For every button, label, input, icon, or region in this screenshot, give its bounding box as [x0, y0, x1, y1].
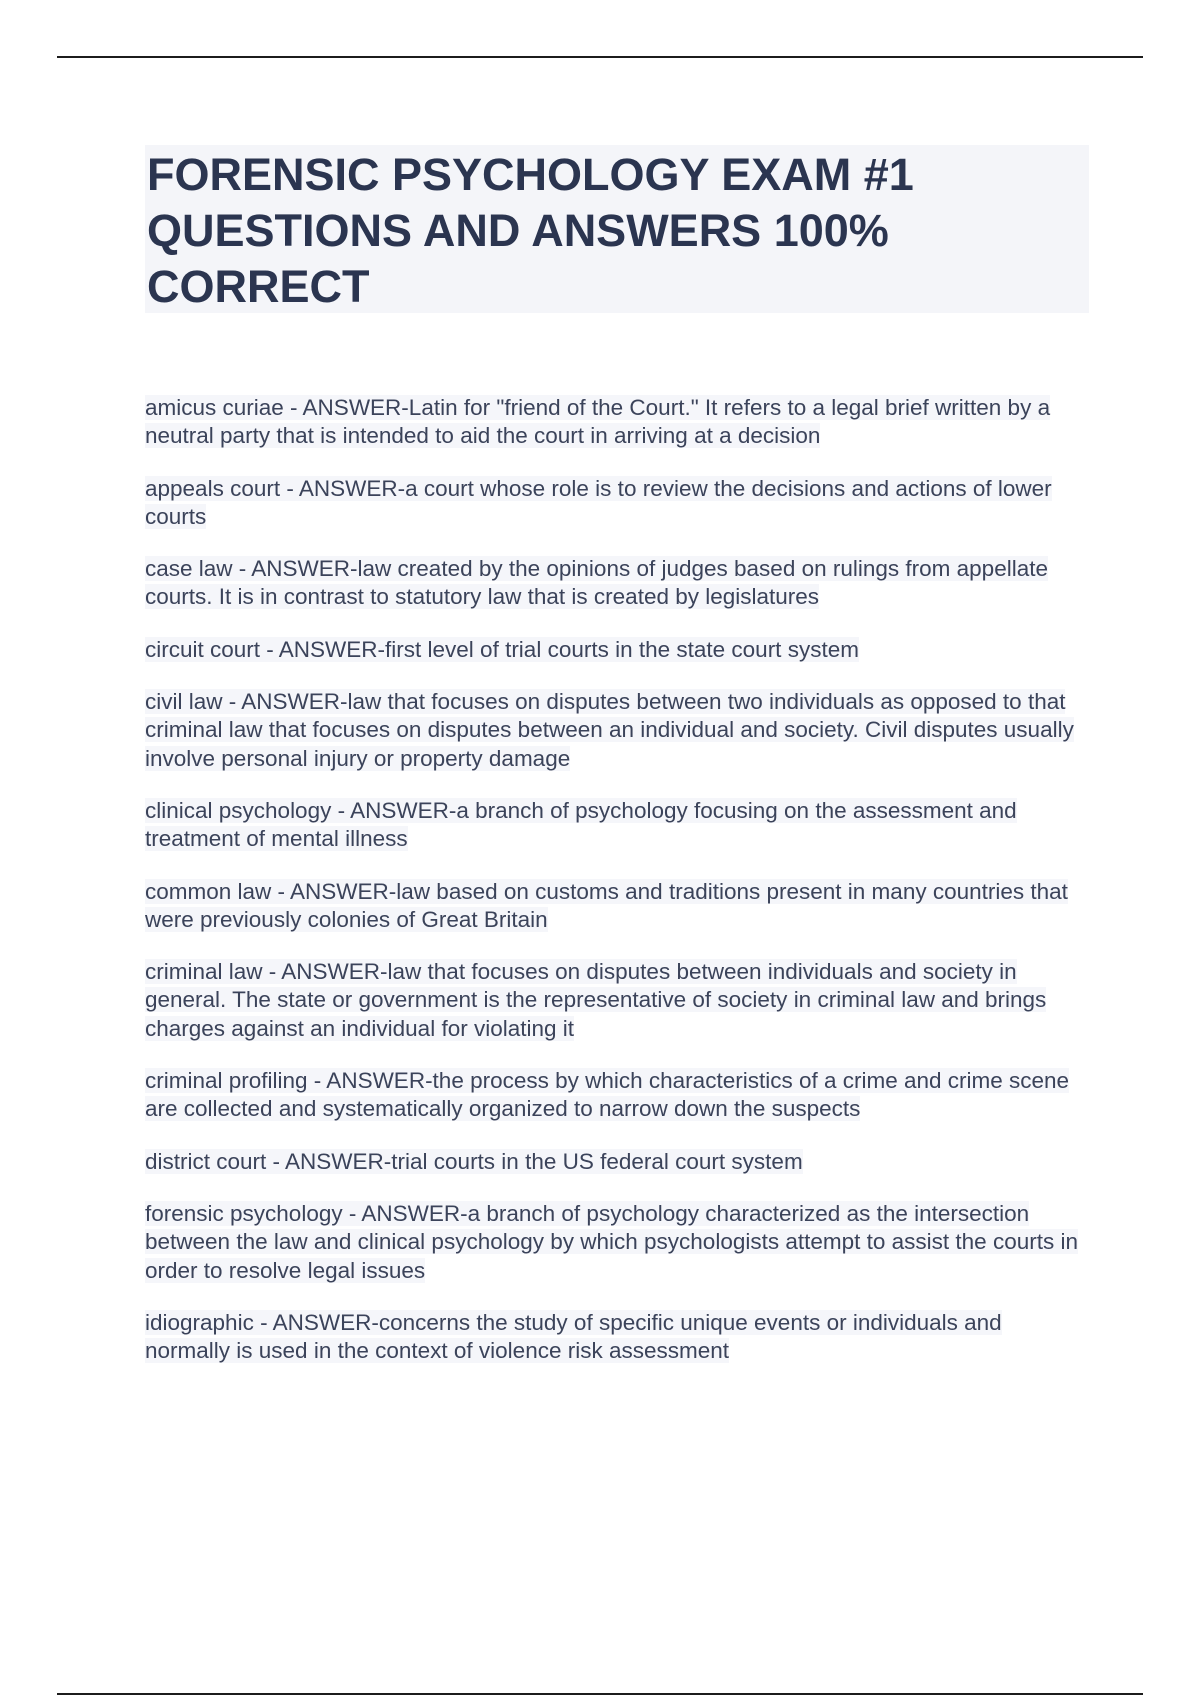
bottom-rule: [57, 1693, 1143, 1695]
qa-entry: [145, 475, 1089, 532]
qa-entry-text: criminal law - ANSWER-law that focuses on disputes between individuals and society in general. The state or government is the representative of society in criminal law and brings charges against an individual for violating it: [145, 959, 1047, 1041]
qa-entry-text: appeals court - ANSWER-a court whose role is to review the decisions and actions of lower courts: [145, 475, 1052, 529]
qa-entry: [145, 958, 1089, 1043]
qa-entry-text: clinical psychology - ANSWER-a branch of psychology focusing on the assessment and treatment of mental illness: [145, 797, 1017, 852]
document-title: FORENSIC PSYCHOLOGY EXAM #1 QUESTIONS AND ANSWERS 100% CORRECT: [147, 149, 914, 312]
title-block: [145, 145, 1089, 313]
qa-entry: [145, 555, 1089, 612]
qa-entry-text: amicus curiae - ANSWER-Latin for "friend of the Court." It refers to a legal brief written by a neutral party that is intended to aid the court in arriving at a decision: [145, 395, 1051, 449]
qa-entry: [145, 1148, 1089, 1176]
qa-entry: [145, 797, 1089, 854]
qa-entry-text: circuit court - ANSWER-first level of trial courts in the state court system: [145, 636, 859, 662]
qa-entry: [145, 1067, 1089, 1124]
qa-entry-text: case law - ANSWER-law created by the opinions of judges based on rulings from appellate courts. It is in contrast to statutory law that is created by legislatures: [145, 556, 1048, 610]
qa-entry-text: common law - ANSWER-law based on customs and traditions present in many countries that were previously colonies of Great Britain: [145, 878, 1068, 932]
qa-entry: [145, 688, 1089, 773]
qa-entry: [145, 1309, 1089, 1366]
qa-list: [145, 394, 1089, 1389]
qa-entry: [145, 394, 1089, 451]
qa-entry: [145, 878, 1089, 935]
qa-entry-text: civil law - ANSWER-law that focuses on disputes between two individuals as opposed to that criminal law that focuses on disputes between an individual and society. Civil disputes usually involve personal injury or property damage: [145, 689, 1074, 771]
top-rule: [57, 56, 1143, 58]
qa-entry-text: criminal profiling - ANSWER-the process by which characteristics of a crime and crime scene are collected and systematically organized to narrow down the suspects: [145, 1068, 1070, 1122]
qa-entry: [145, 636, 1089, 664]
qa-entry-text: forensic psychology - ANSWER-a branch of psychology characterized as the intersection between the law and clinical psychology by which psychologists attempt to assist the courts in order to resolve legal issues: [145, 1200, 1078, 1283]
qa-entry-text: district court - ANSWER-trial courts in the US federal court system: [145, 1148, 803, 1174]
qa-entry: [145, 1200, 1089, 1285]
qa-entry-text: idiographic - ANSWER-concerns the study of specific unique events or individuals and normally is used in the context of violence risk assessment: [145, 1309, 1002, 1364]
